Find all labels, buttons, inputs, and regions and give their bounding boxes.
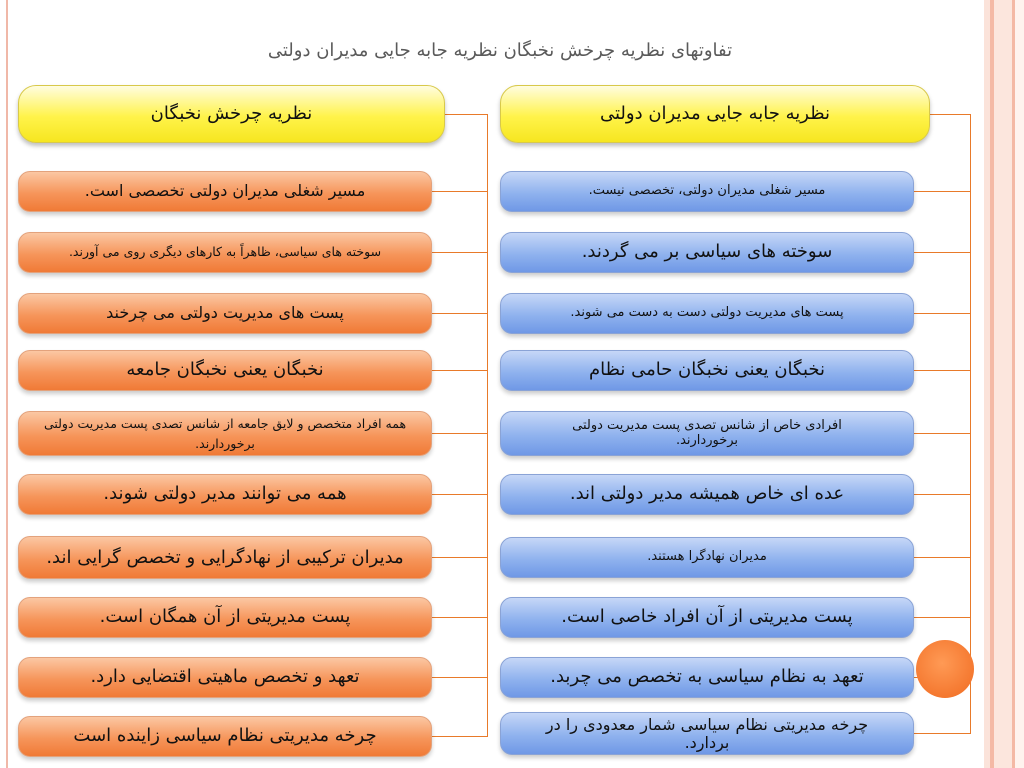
left-connector-branch <box>432 433 488 434</box>
slide-frame-left <box>6 0 8 768</box>
right-connector-branch <box>914 494 971 495</box>
right-item: مسیر شغلی مدیران دولتی، تخصصی نیست. <box>500 171 914 212</box>
right-connector-branch <box>914 557 971 558</box>
left-item: مسیر شغلی مدیران دولتی تخصصی است. <box>18 171 432 212</box>
right-item: پست مدیریتی از آن افراد خاصی است. <box>500 597 914 638</box>
right-connector-branch <box>914 191 971 192</box>
right-connector-branch <box>914 433 971 434</box>
left-connector-branch <box>432 370 488 371</box>
left-item: سوخته های سیاسی، ظاهراً به کارهای دیگری روی می آورند. <box>18 232 432 273</box>
right-connector-branch <box>914 313 971 314</box>
left-item: چرخه مدیریتی نظام سیاسی زاینده است <box>18 716 432 757</box>
right-connector-trunk <box>970 114 971 733</box>
left-connector-header <box>445 114 488 115</box>
left-connector-branch <box>432 313 488 314</box>
right-header-manager-displacement: نظریه جابه جایی مدیران دولتی <box>500 85 930 143</box>
left-item: پست مدیریتی از آن همگان است. <box>18 597 432 638</box>
left-header-elite-circulation: نظریه چرخش نخبگان <box>18 85 445 143</box>
left-connector-branch <box>432 252 488 253</box>
right-connector-header <box>930 114 971 115</box>
slide-frame-right-edge <box>1015 0 1024 768</box>
right-item: تعهد به نظام سیاسی به تخصص می چربد. <box>500 657 914 698</box>
left-connector-branch <box>432 557 488 558</box>
left-connector-branch <box>432 677 488 678</box>
right-item: چرخه مدیریتی نظام سیاسی شمار معدودی را در بردارد. <box>500 712 914 755</box>
left-item: مدیران ترکیبی از نهادگرایی و تخصص گرایی اند. <box>18 536 432 579</box>
left-item: پست های مدیریت دولتی می چرخند <box>18 293 432 334</box>
right-connector-branch <box>914 733 971 734</box>
left-connector-branch <box>432 191 488 192</box>
right-connector-branch <box>914 370 971 371</box>
left-item: تعهد و تخصص ماهیتی اقتضایی دارد. <box>18 657 432 698</box>
left-item: همه افراد متخصص و لایق جامعه از شانس تصدی پست مدیریت دولتی برخوردارند. <box>18 411 432 456</box>
right-item: عده ای خاص همیشه مدیر دولتی اند. <box>500 474 914 515</box>
right-connector-branch <box>914 252 971 253</box>
right-item: نخبگان یعنی نخبگان حامی نظام <box>500 350 914 391</box>
right-item: مدیران نهادگرا هستند. <box>500 537 914 578</box>
left-item: همه می توانند مدیر دولتی شوند. <box>18 474 432 515</box>
left-connector-trunk <box>487 114 488 736</box>
left-connector-branch <box>432 617 488 618</box>
right-connector-branch <box>914 617 971 618</box>
decorative-orange-circle <box>916 640 974 698</box>
right-item: پست های مدیریت دولتی دست به دست می شوند. <box>500 293 914 334</box>
right-item: سوخته های سیاسی بر می گردند. <box>500 232 914 273</box>
left-connector-branch <box>432 736 488 737</box>
slide-title: تفاوتهای نظریه چرخش نخبگان نظریه جابه جایی مدیران دولتی <box>267 40 733 61</box>
right-item: افرادی خاص از شانس تصدی پست مدیریت دولتی برخوردارند. <box>500 411 914 456</box>
left-item: نخبگان یعنی نخبگان جامعه <box>18 350 432 391</box>
slide-frame-right-band <box>994 0 1012 768</box>
left-connector-branch <box>432 494 488 495</box>
